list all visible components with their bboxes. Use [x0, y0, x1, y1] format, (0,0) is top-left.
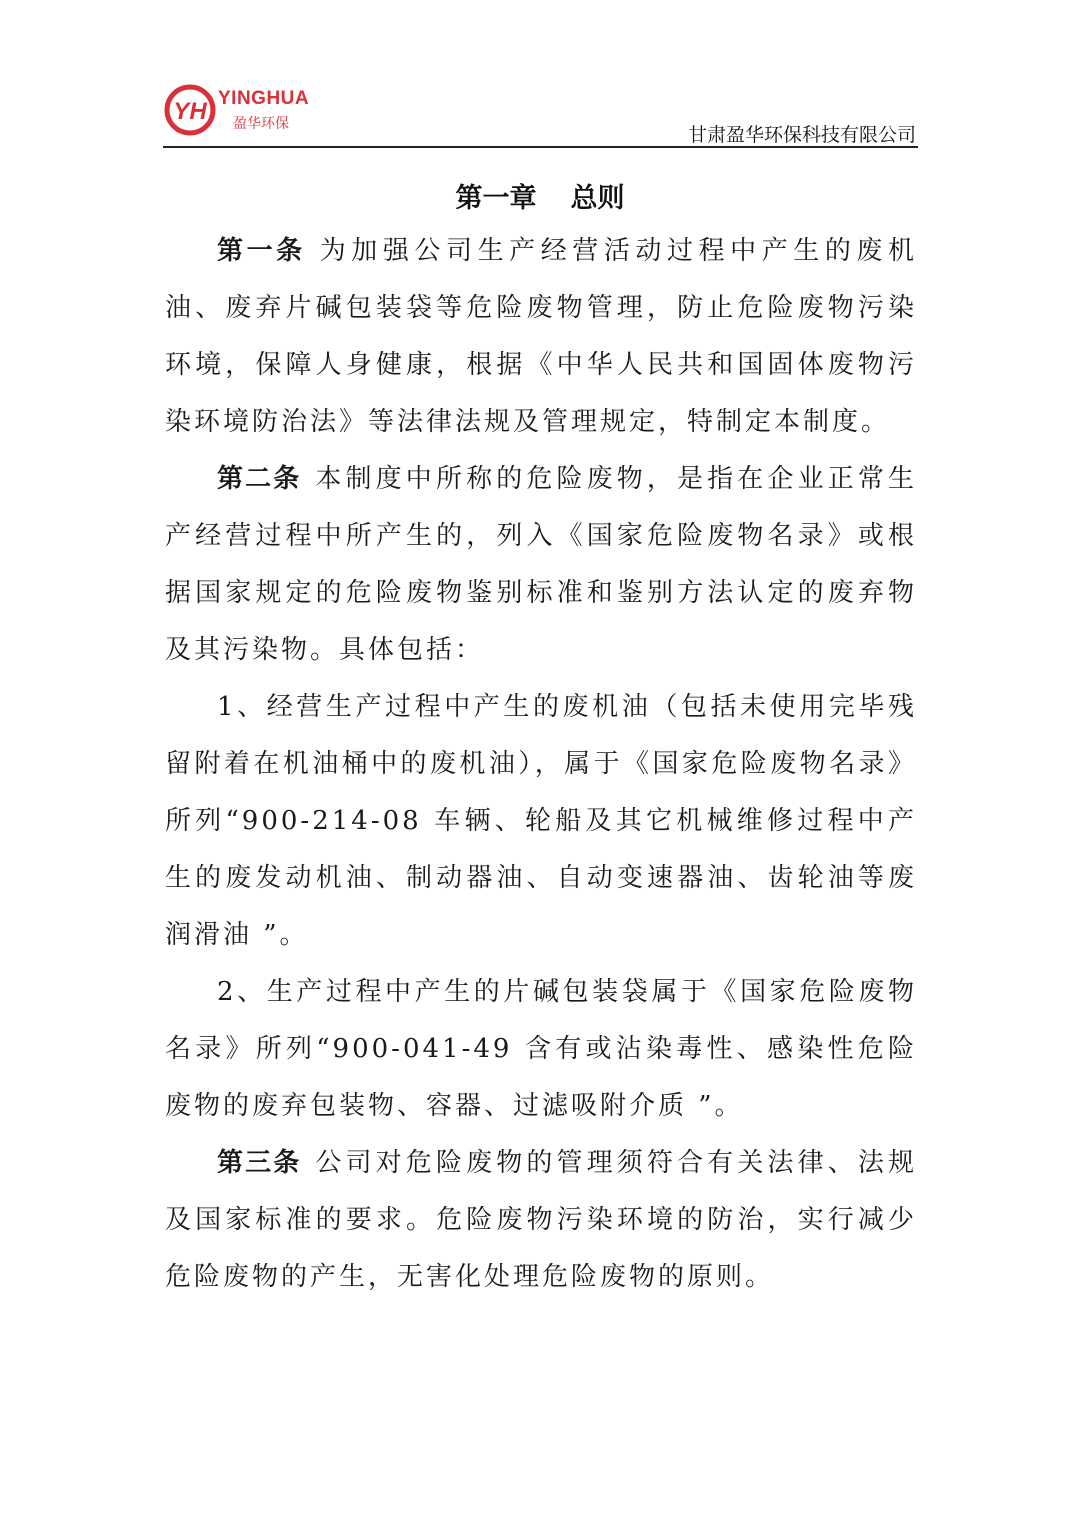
item-1: [165, 679, 917, 964]
item-2: [165, 964, 917, 1135]
document-body: [165, 223, 917, 1306]
yh-logo-icon: [163, 82, 219, 138]
page-header: [163, 80, 918, 150]
article-3: [165, 1135, 917, 1306]
brand-name-en: YINGHUA: [218, 88, 310, 109]
article-1-text: 为加强公司生产经营活动过程中产生的废机油、废弃片碱包装袋等危险废物管理，防止危险废物污染环境，保障人身健康，根据《中华人民共和国固体废物污染环境防治法》等法律法规及管理规定，特制定本制度。: [165, 236, 917, 437]
company-logo: [163, 82, 323, 142]
item-1-text: 1、经营生产过程中产生的废机油（包括未使用完毕残留附着在机油桶中的废机油），属于《国家危险废物名录》所列“900-214-08 车辆、轮船及其它机械维修过程中产生的废发动机油、制动器油、自动变速器油、齿轮油等废润滑油 ”。: [165, 692, 917, 950]
chapter-title: 总则: [570, 183, 625, 214]
chapter-number: 第一章: [455, 183, 537, 214]
article-3-lead: 第三条: [217, 1148, 302, 1178]
header-divider: [163, 146, 918, 148]
article-1: [165, 223, 917, 451]
article-2-lead: 第二条: [217, 464, 302, 494]
item-2-text: 2、生产过程中产生的片碱包装袋属于《国家危险废物名录》所列“900-041-49 含有或沾染毒性、感染性危险废物的废弃包装物、容器、过滤吸附介质 ”。: [165, 977, 917, 1121]
chapter-heading: [0, 176, 1080, 215]
article-3-text: 公司对危险废物的管理须符合有关法律、法规及国家标准的要求。危险废物污染环境的防治，实行减少危险废物的产生，无害化处理危险废物的原则。: [165, 1148, 917, 1292]
article-1-lead: 第一条: [217, 236, 306, 266]
brand-name-cn: 盈华环保: [233, 116, 289, 132]
logo-mark-text: YH: [173, 98, 207, 125]
company-name: 甘肃盈华环保科技有限公司: [687, 124, 916, 146]
article-2: [165, 451, 917, 679]
article-2-text: 本制度中所称的危险废物，是指在企业正常生产经营过程中所产生的，列入《国家危险废物名录》或根据国家规定的危险废物鉴别标准和鉴别方法认定的废弃物及其污染物。具体包括：: [165, 464, 917, 665]
